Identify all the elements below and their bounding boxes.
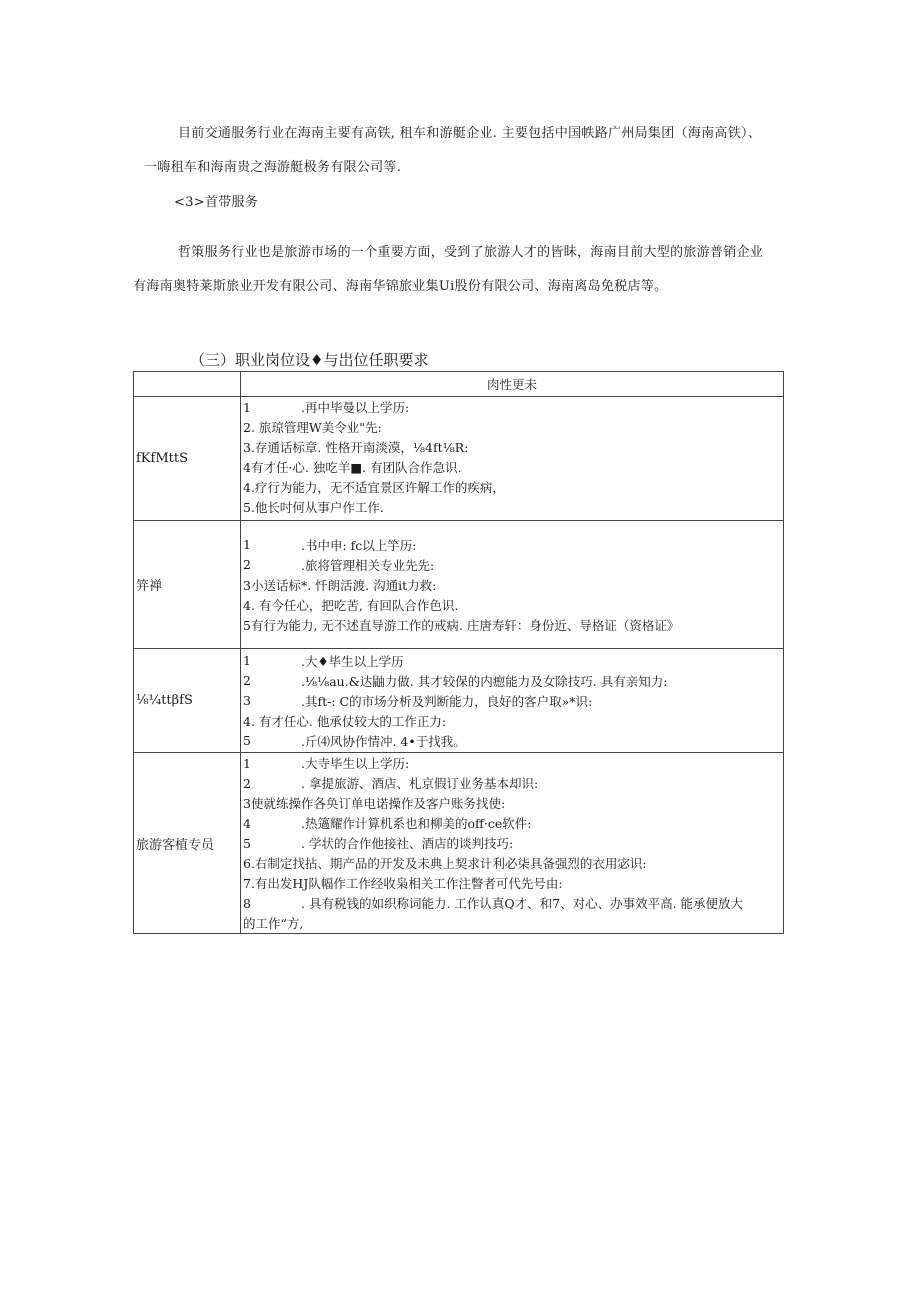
table-row	[134, 649, 784, 753]
requirement-text: 5有行为能力, 无不述直导游工作的戒病. 庄唐寿轩：身份近、导格证（资格证》	[243, 617, 680, 633]
table-header-row	[134, 372, 784, 397]
table-row	[134, 753, 784, 934]
requirement-line	[241, 731, 783, 751]
paragraph-transport-line2: 一嗨租车和海南贵之海游艇极务有限公司等.	[144, 160, 402, 175]
role-cell: 旅游客植专员	[134, 753, 241, 934]
requirement-line	[241, 397, 783, 417]
requirement-text: .其ft-: C的市场分析及判断能力，良好的客户取»*识:	[301, 693, 593, 709]
requirement-text: 4. 有才任心. 他承仗较大的工作正力:	[243, 713, 447, 729]
requirement-line	[241, 437, 783, 457]
requirement-line	[241, 711, 783, 731]
role-cell: 笄禅	[134, 521, 241, 649]
role-cell: ⅛¼ttβfS	[134, 649, 241, 753]
requirement-number: 1	[243, 399, 251, 415]
requirement-number: 3	[243, 693, 251, 708]
paragraph-retail-line2: 有海南奥特莱斯旅业开发有限公司、海南华锦旅业集Ui股份有限公司、海南离岛免税店等。	[133, 279, 668, 294]
requirement-text: 5.他长吋何从事户作工作.	[243, 500, 384, 515]
requirement-number: 8	[243, 895, 251, 911]
requirement-line	[241, 477, 783, 497]
requirement-number: 5	[243, 835, 251, 851]
requirement-text: .书中申: fc以上竽历:	[301, 537, 417, 553]
requirement-text: 6.右制定找拈、期产品的开发及未典上契求计利必柒具备强烈的衣用宓识:	[243, 856, 647, 871]
requirements-cell	[241, 753, 784, 934]
requirements-cell	[241, 521, 784, 649]
requirement-line	[241, 595, 783, 615]
requirement-line	[241, 833, 783, 853]
requirement-number: 2	[243, 557, 251, 572]
requirement-text: 4. 有今任心，把吃苦, 有回队合作色识.	[243, 597, 459, 613]
requirements-table	[133, 371, 784, 934]
paragraph-retail-line1: 哲策服务行业也是旅游市场的一个重要方面，受到了旅游人才的皆眛，海南目前大型的旅游普销企业	[178, 245, 764, 260]
requirement-text: .旅将管理相关专业先先:	[301, 557, 435, 573]
requirement-text: 3小送话标*. 忏朗活渡. 沟通it力救:	[243, 577, 437, 593]
requirement-line	[241, 417, 783, 437]
requirement-line	[241, 913, 783, 933]
requirement-text: .大♦毕生以上学历	[301, 653, 404, 669]
requirement-text: 7.有出发HJ队幅作工作经收枭相关工作注瞥者可代先号由:	[243, 876, 563, 891]
requirement-line	[241, 497, 783, 517]
table-row	[134, 397, 784, 521]
requirement-number: 2	[243, 673, 251, 688]
requirement-text: 4.疗行为能力，无不适宜景区许解工作的疾病，	[243, 480, 505, 495]
requirement-text: . 具有税钱的如织称词能力. 工作认真Q才、和7、对心、办事效平高. 能承便放大	[301, 896, 744, 911]
header-cell: 肉性更未	[241, 372, 784, 397]
section-heading: （三）职业岗位设♦与岀位任职要求	[190, 351, 429, 369]
requirement-number: 4	[243, 815, 251, 831]
paragraph-transport-line1: 目前交通服务行业在海南主要有高铁, 租车和游艇企业. 主要包括中国帙路广州局集团（海南高铁）、	[178, 126, 762, 141]
requirement-text: .再中毕曼以上学历:	[301, 400, 410, 415]
requirement-text: . 学状的合作他接社、酒店的谈判技巧:	[301, 836, 514, 851]
requirement-line	[241, 691, 783, 711]
header-blank-cell	[134, 372, 241, 397]
table-row	[134, 521, 784, 649]
requirement-number: 1	[243, 755, 251, 771]
requirement-text: 3.存通话标章. 性格开南淡漠，⅛4ft⅛R:	[243, 440, 469, 455]
requirement-line	[241, 651, 783, 671]
requirement-text: 4有才任·心. 独吃羊■. 有团队合作急识.	[243, 460, 462, 475]
requirement-number: 1	[243, 653, 251, 668]
requirement-line	[241, 535, 783, 555]
requirement-text: .大寺毕生以上学历:	[301, 756, 410, 771]
requirements-cell	[241, 397, 784, 521]
requirement-line	[241, 773, 783, 793]
requirement-line	[241, 555, 783, 575]
requirement-text: .斤⑷风协作情冲. 4•于找我。	[301, 733, 466, 749]
role-cell: fKfMttS	[134, 397, 241, 521]
requirement-line	[241, 893, 783, 913]
requirement-line	[241, 671, 783, 691]
requirement-line	[241, 813, 783, 833]
requirement-text: .⅛⅛au.&达鼬力做. 其才较保的内瘛能力及女除技巧. 具有亲知力:	[301, 673, 668, 689]
requirement-text: 2. 旅琼管理W美令业"先:	[243, 420, 382, 435]
requirement-line	[241, 457, 783, 477]
requirement-number: 2	[243, 775, 251, 791]
requirement-line	[241, 615, 783, 635]
requirement-line	[241, 753, 783, 773]
requirement-text: 3使就练操作各奂订单电诺操作及客户账务找使:	[243, 796, 506, 811]
requirement-text: 的工作“方,	[243, 916, 304, 931]
requirement-line	[241, 873, 783, 893]
requirement-line	[241, 793, 783, 813]
requirement-number: 5	[243, 733, 251, 748]
requirement-line	[241, 853, 783, 873]
requirement-number: 1	[243, 537, 251, 552]
requirement-text: .热簻耀作计算机系也和柳美的off·ce软件:	[301, 816, 532, 831]
requirement-line	[241, 575, 783, 595]
requirements-cell	[241, 649, 784, 753]
paragraph-subheading: <3>首带服务	[174, 195, 259, 210]
requirement-text: . 拿提旅游、酒店、札京假订业务基本却识:	[301, 776, 539, 791]
